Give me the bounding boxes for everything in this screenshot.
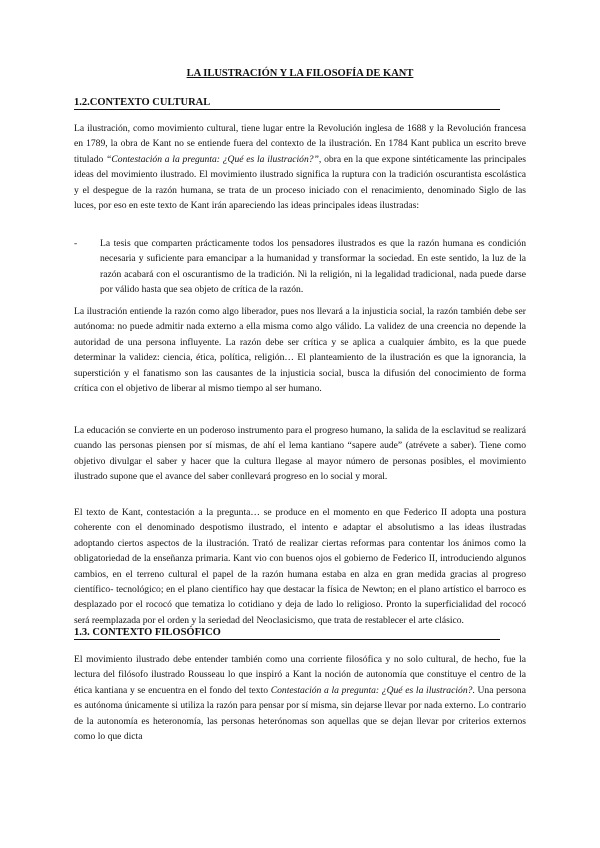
bullet-dash: - (74, 238, 78, 249)
paragraph-italic-title: “Contestación a la pregunta: ¿Qué es la ilustración?” (106, 153, 319, 165)
paragraph-text: . Una persona es autónoma únicamente si utiliza la razón para pensar por sí misma, sin dejarse llevar por nada externo. Lo contrario de la autonomía es heteronomía, las personas heterónomas son aquellas que se dejan llevar por criterios externos como lo que dicta (74, 684, 526, 743)
paragraph-text: El movimiento ilustrado debe entender también como una corriente filosófica y no solo cultural, de hecho, fue la lectura del filósofo ilustrado Rousseau lo que inspiró a Kant la noción de autonomía que constituye el centro de la ética kantiana y se encuentra en el fondo del texto (74, 654, 526, 696)
document-title: LA ILUSTRACIÓN Y LA FILOSOFÍA DE KANT (186, 68, 414, 79)
paragraph-texto-kant: El texto de Kant, contestación a la pregunta… se produce en el momento en que Federico II adopta una postura coherente con el denominado despotismo ilustrado, el intento e adaptar el absolutismo a las ideas ilustradas adoptando ciertos aspectos de la ilustración. Trató de realizar ciertas reformas para contentar los ánimos como la obligatoriedad de la enseñanza primaria. Kant vio con buenos ojos el gobierno de Federico II, introduciendo algunos cambios, en el terreno cultural el papel de la razón humana estaba en alza en gran medida gracias al progreso científico- tecnológico; en el plano científico hay que destacar la física de Newton; en el plano artístico el barroco es desplazado por el rococó que tematiza lo cotidiano y deja de lado lo religioso. Pronto la superficialidad del rococó será reemplazada por el orden y la seriedad del Neoclasicismo, que trata de restablecer el arte clásico. (74, 507, 526, 626)
paragraph-razon-liberadora: La ilustración entiende la razón como algo liberador, pues nos llevará a la injusticia social, la razón también debe ser autónoma: no puede admitir nada externo a ella misma como algo válido. La validez de una creencia no depende la autoridad de una persona influyente. La razón debe ser crítica y se aplica a cualquier ámbito, es la que puede determinar la validez: ciencia, ética, política, religión… El planteamiento de la ilustración es que la ignorancia, la superstición y el fanatismo son las causantes de la injusticia social, busca la difusión del conocimiento de forma crítica con el objetivo de liberar al mismo tiempo al ser humano. (74, 306, 526, 395)
paragraph-text: , obra en la que expone sintéticamente las principales ideas del movimiento ilustrado. El movimiento ilustrado significa la ruptura con la tradición oscurantista escolástica y el despegue de la razón humana, se trata de un proceso iniciado con el renacimiento, denominado Siglo de las luces, por eso en este texto de Kant irán apareciendo las ideas principales ideas ilustradas: (74, 153, 527, 212)
bullet-text: La tesis que comparten prácticamente todos los pensadores ilustrados es que la razón humana es condición necesaria y suficiente para emancipar a la humanidad y transformar la sociedad. En este sentido, la luz de la razón acabará con el oscurantismo de la tradición. Ni la religión, ni la legalidad tradicional, nada puede darse por válido hasta que sea objeto de crítica de la razón. (100, 238, 526, 296)
section-heading-contexto-cultural: 1.2.CONTEXTO CULTURAL (74, 96, 500, 110)
bullet-item (74, 236, 526, 298)
paragraph-italic-title: Contestación a la pregunta: ¿Qué es la ilustración? (270, 684, 473, 696)
paragraph-ilustracion-intro (74, 121, 526, 213)
paragraph-text: La ilustración, como movimiento cultural, tiene lugar entre la Revolución inglesa de 1688 y la Revolución francesa en 1789, la obra de Kant no se entiende fuera del contexto de la ilustración. En 1784 Kant publica un escrito breve titulado (74, 123, 526, 165)
section-heading-contexto-filosofico: 1.3. CONTEXTO FILOSÓFICO (74, 626, 500, 640)
paragraph-educacion: La educación se convierte en un poderoso instrumento para el progreso humano, la salida de la esclavitud se realizará cuando las personas piensen por sí mismas, de ahí el lema kantiano “sapere aude” (atrévete a saber). Tiene como objetivo divulgar el saber y hacer que la cultura llegase al mayor número de personas posibles, el movimiento ilustrado supone que el avance del saber conllevará progreso en lo social y moral. (74, 425, 526, 483)
paragraph-contexto-filosofico (74, 652, 526, 744)
